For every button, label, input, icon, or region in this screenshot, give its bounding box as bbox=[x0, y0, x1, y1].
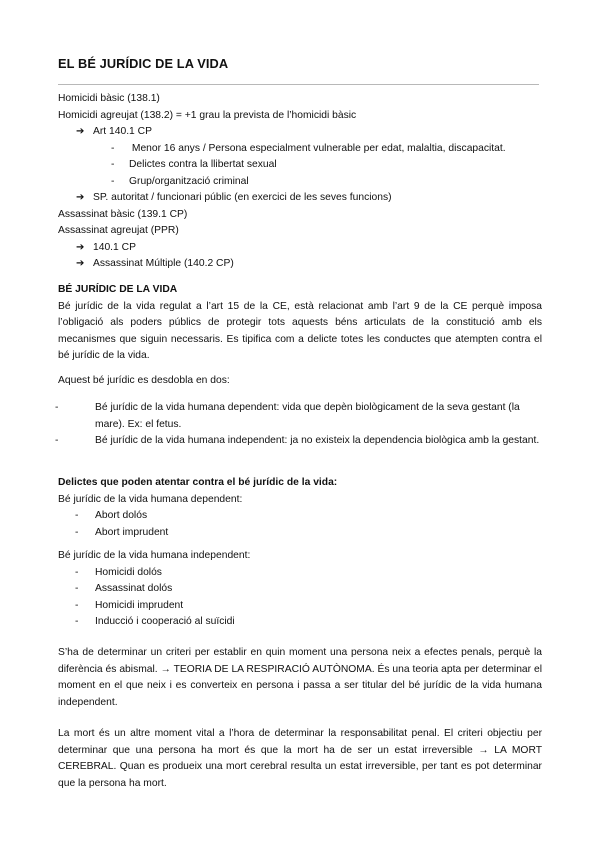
page-title: EL BÉ JURÍDIC DE LA VIDA bbox=[58, 56, 229, 71]
list-item: - Inducció i cooperació al suïcidi bbox=[58, 614, 542, 631]
dash-marker: - bbox=[75, 526, 79, 538]
subheading: Bé jurídic de la vida humana independent: bbox=[58, 550, 251, 561]
list-item: - Assassinat dolós bbox=[58, 581, 542, 598]
dash-marker: - bbox=[55, 435, 59, 446]
section-be-juridic bbox=[58, 282, 542, 365]
outline-arrow-item: ➔ 140.1 CP bbox=[58, 240, 542, 257]
subheading: Bé jurídic de la vida humana dependent: bbox=[58, 493, 243, 505]
section-heading: Delictes que poden atentar contra el bé jurídic de la vida: bbox=[58, 477, 338, 488]
dash-marker: - bbox=[111, 159, 115, 170]
section-heading: BÉ JURÍDIC DE LA VIDA bbox=[58, 284, 178, 295]
dash-marker: - bbox=[111, 142, 115, 154]
paragraph: Bé jurídic de la vida regulat a l’art 15 de la CE, està relacionat amb l’art 9 de la CE perquè imposa l’obligació als poders públics de protegir tots aquests béns articulats de la constitució amb els mecanismes que siguin necessaris. Es tipifica com a delicte totes les conductes que atempten contra el bé jurídic de la vida. bbox=[58, 300, 542, 361]
outline-dash-item: - Menor 16 anys / Persona especialment vulnerable per edat, malaltia, discapacitat. bbox=[58, 141, 542, 158]
section-delictes bbox=[58, 475, 542, 541]
outline-list bbox=[58, 91, 542, 273]
bullet-list bbox=[55, 400, 542, 450]
dash-marker: - bbox=[75, 510, 79, 521]
outline-arrow-item: ➔ SP. autoritat / funcionari públic (en exercici de les seves funcions) bbox=[58, 190, 542, 207]
paragraph: La mort és un altre moment vital a l’hora de determinar la responsabilitat penal. El criteri objectiu per determinar que una persona ha mort és que la mort ha de ser un estat irreversible → LA MORT CEREBRAL. Quan es produeix una mort cerebral resulta un estat irreversible, per tant es pot determinar que la persona ha mort. bbox=[58, 728, 542, 789]
list-item: - Bé jurídic de la vida humana independent: ja no existeix la dependencia biològica amb la gestant. bbox=[58, 433, 542, 450]
arrow-icon: ➔ bbox=[76, 258, 85, 269]
outline-dash-item: - Delictes contra la llibertat sexual bbox=[58, 157, 542, 174]
dash-marker: - bbox=[75, 616, 79, 627]
section-delictes-independent bbox=[58, 548, 542, 631]
outline-line: Assassinat bàsic (139.1 CP) bbox=[58, 208, 188, 220]
arrow-icon: ➔ bbox=[76, 192, 85, 203]
paragraph-block bbox=[58, 373, 542, 390]
arrow-icon: ➔ bbox=[76, 241, 85, 253]
list-item: - Bé jurídic de la vida humana dependent: vida que depèn biològicament de la seva gestant (la mare). Ex: el fetus. bbox=[55, 402, 520, 430]
list-item: - Homicidi imprudent bbox=[58, 598, 542, 615]
list-item: - Homicidi dolós bbox=[58, 565, 542, 582]
list-item: - Abort dolós bbox=[58, 508, 542, 525]
outline-line: Assassinat agreujat (PPR) bbox=[58, 225, 179, 236]
paragraph: S’ha de determinar un criteri per establir en quin moment una persona neix a efectes penals, perquè la diferència és abismal. → TEORIA DE LA RESPIRACIÓ AUTÒNOMA. És una teoria apta per determinar el moment en el que neix i es converteix en persona i passa a ser titular del bé jurídic de la vida humana independent. bbox=[58, 647, 542, 708]
dash-marker: - bbox=[55, 402, 59, 413]
outline-dash-item: - Grup/organització criminal bbox=[58, 174, 542, 191]
title-divider bbox=[58, 84, 539, 85]
outline-arrow-item: ➔ Art 140.1 CP bbox=[58, 124, 542, 141]
list-item: - Abort imprudent bbox=[58, 525, 542, 542]
outline-arrow-item: ➔ Assassinat Múltiple (140.2 CP) bbox=[58, 256, 542, 273]
dash-marker: - bbox=[75, 566, 79, 578]
dash-marker: - bbox=[111, 175, 115, 187]
outline-line: Homicidi bàsic (138.1) bbox=[58, 93, 160, 104]
paragraph: Aquest bé jurídic es desdobla en dos: bbox=[58, 375, 230, 386]
dash-marker: - bbox=[75, 599, 79, 611]
dash-marker: - bbox=[75, 583, 79, 594]
arrow-icon: ➔ bbox=[76, 126, 85, 137]
outline-line: Homicidi agreujat (138.2) = +1 grau la prevista de l’homicidi bàsic bbox=[58, 109, 357, 121]
